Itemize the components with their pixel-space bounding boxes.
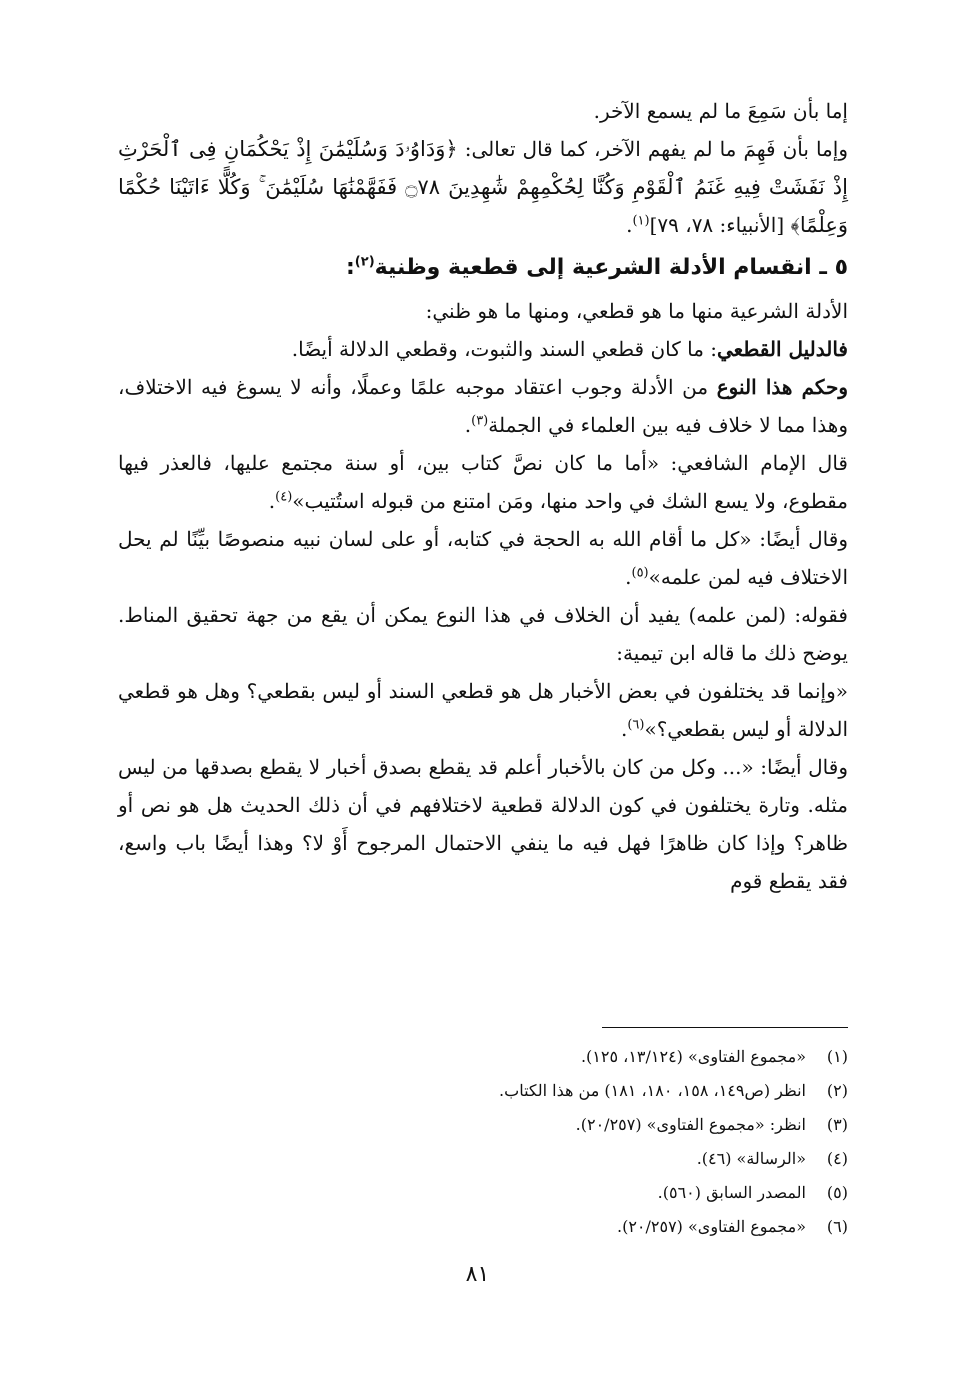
footnote-text: المصدر السابق (٥٦٠).	[657, 1183, 806, 1202]
footnote-item	[118, 1210, 848, 1244]
footnote-ref: (٤)	[275, 489, 293, 505]
footnote-item	[118, 1108, 848, 1142]
bold-term: وحكم هذا النوع	[716, 375, 849, 399]
footnote-item	[118, 1142, 848, 1176]
footnote-item	[118, 1176, 848, 1210]
paragraph-quran: وإما بأن فَهِمَ ما لم يفهم الآخر، كما قال تعالى: ﴿وَدَاوُۥدَ وَسُلَيْمَٰنَ إِذْ يَحْكُمَانِ فِى ٱلْحَرْثِ إِذْ نَفَشَتْ فِيهِ غَنَمُ ٱلْقَوْمِ وَكُنَّا لِحُكْمِهِمْ شَٰهِدِينَ ۝٧٨ فَفَهَّمْنَٰهَا سُلَيْمَٰنَ ۚ وَكُلًّا ءَاتَيْنَا حُكْمًا وَعِلْمًا﴾ [الأنبياء: ٧٨، ٧٩]$^{(١)}$.	[118, 137, 848, 237]
footnote-number: (٦)	[826, 1217, 848, 1236]
section-heading	[118, 246, 848, 290]
footnote-text: «مجموع الفتاوى» (٢٠/٢٥٧).	[616, 1217, 806, 1236]
footnote-item	[118, 1040, 848, 1074]
paragraph: وحكم هذا النوع من الأدلة وجوب اعتقاد موجبه علمًا وعملًا، وأنه لا يسوغ فيه الاختلاف، وهذا مما لا خلاف فيه بين العلماء في الجملة$^{(٣)}$.	[118, 375, 849, 437]
text-line: وقال أيضًا: «كل ما أقام الله به الحجة في كتابه، أو على لسان نبيه منصوصًا بيِّنًا لم يحل الاختلاف فيه لمن علمه»	[118, 527, 848, 589]
paragraph	[118, 330, 848, 368]
paragraph: وقال أيضًا: «كل ما أقام الله به الحجة في كتابه، أو على لسان نبيه منصوصًا بيِّنًا لم يحل الاختلاف فيه لمن علمه»$^{(٥)}$.	[118, 527, 848, 589]
footnote-ref: (٣)	[471, 413, 489, 429]
paragraph	[118, 748, 848, 900]
paragraph	[118, 596, 848, 672]
footnotes	[118, 1040, 848, 1244]
text-line: إما بأن سَمِعَ ما لم يسمع الآخر.	[593, 99, 848, 123]
heading-colon: :	[345, 255, 355, 280]
text-line: من الأدلة وجوب اعتقاد موجبه علمًا وعملًا، وأنه لا يسوغ فيه الاختلاف، وهذا مما لا خلاف فيه بين العلماء في الجملة	[118, 375, 848, 437]
text-line: : ما كان قطعي السند والثبوت، وقطعي الدلالة أيضًا.	[291, 337, 718, 361]
verse-reference: [الأنبياء: ٧٨، ٧٩]	[649, 213, 785, 237]
footnote-text: «مجموع الفتاوى» (١٣/١٢٤، ١٢٥).	[580, 1047, 806, 1066]
text-line: فقوله: (لمن علمه) يفيد أن الخلاف في هذا النوع يمكن أن يقع من جهة تحقيق المناط. يوضح ذلك ما قاله ابن تيمية:	[118, 603, 848, 665]
footnote-text: انظر: «مجموع الفتاوى» (٢٠/٢٥٧).	[575, 1115, 806, 1134]
quran-verse: ﴿وَدَاوُۥدَ وَسُلَيْمَٰنَ إِذْ يَحْكُمَانِ فِى ٱلْحَرْثِ إِذْ نَفَشَتْ فِيهِ غَنَمُ ٱلْقَوْمِ وَكُنَّا لِحُكْمِهِمْ شَٰهِدِينَ ۝٧٨ فَفَهَّمْنَٰهَا سُلَيْمَٰنَ ۚ وَكُلًّا ءَاتَيْنَا حُكْمًا وَعِلْمًا﴾	[118, 137, 848, 237]
footnote-text: انظر (ص١٤٩، ١٥٨، ١٨٠، ١٨١) من هذا الكتاب.	[499, 1081, 806, 1100]
footnote-text: «الرسالة» (٤٦).	[696, 1149, 806, 1168]
footnote-number: (٤)	[826, 1149, 848, 1168]
text-line: قال الإمام الشافعي: «أما ما كان نصَّ كتاب بين، أو سنة مجتمع عليها، فالعذر فيها مقطوع، ولا يسع الشك في واحد منها، ومَن امتنع من قبوله استُتيب»	[118, 451, 848, 513]
heading-text: ٥ ـ انقسام الأدلة الشرعية إلى قطعية وظنية	[374, 255, 848, 280]
page-number: ٨١	[465, 1262, 490, 1287]
paragraph	[118, 292, 848, 330]
paragraph: قال الإمام الشافعي: «أما ما كان نصَّ كتاب بين، أو سنة مجتمع عليها، فالعذر فيها مقطوع، ولا يسع الشك في واحد منها، ومَن امتنع من قبوله استُتيب»$^{(٤)}$.	[118, 451, 848, 513]
main-text	[118, 92, 848, 900]
text-line: وإما بأن فَهِمَ ما لم يفهم الآخر، كما قال تعالى:	[464, 137, 848, 161]
text-line: وقال أيضًا: «... وكل من كان بالأخبار أعلم قد يقطع بصدق أخبار لا يقطع بصدقها من ليس مثله. وتارة يختلفون في كون الدلالة قطعية لاختلافهم في أن ذلك الحديث هل هو نص أو ظاهر؟ وإذا كان ظاهرًا فهل فيه ما ينفي الاحتمال المرجوح أَوْ لا؟ وهذا أيضًا باب واسع، فقد يقطع قوم	[118, 755, 848, 893]
footnote-number: (٢)	[826, 1081, 848, 1100]
footnote-item	[118, 1074, 848, 1108]
footnote-ref: (٦)	[627, 717, 645, 733]
footnote-separator	[602, 1027, 848, 1028]
footnote-number: (١)	[826, 1047, 848, 1066]
footnote-ref: (٢)	[354, 254, 375, 270]
footnote-ref: (٥)	[631, 565, 649, 581]
footnote-ref: (١)	[632, 213, 650, 229]
bold-term: فالدليل القطعي	[717, 337, 848, 361]
paragraph	[118, 92, 848, 130]
footnote-number: (٥)	[826, 1183, 848, 1202]
text-line: «وإنما قد يختلفون في بعض الأخبار هل هو قطعي السند أو ليس بقطعي؟ وهل هو قطعي الدلالة أو ليس بقطعي؟»	[118, 679, 848, 741]
paragraph: «وإنما قد يختلفون في بعض الأخبار هل هو قطعي السند أو ليس بقطعي؟ وهل هو قطعي الدلالة أو ليس بقطعي؟»$^{(٦)}$.	[118, 679, 848, 741]
footnote-number: (٣)	[826, 1115, 848, 1134]
text-line: الأدلة الشرعية منها ما هو قطعي، ومنها ما هو ظني:	[425, 299, 848, 323]
